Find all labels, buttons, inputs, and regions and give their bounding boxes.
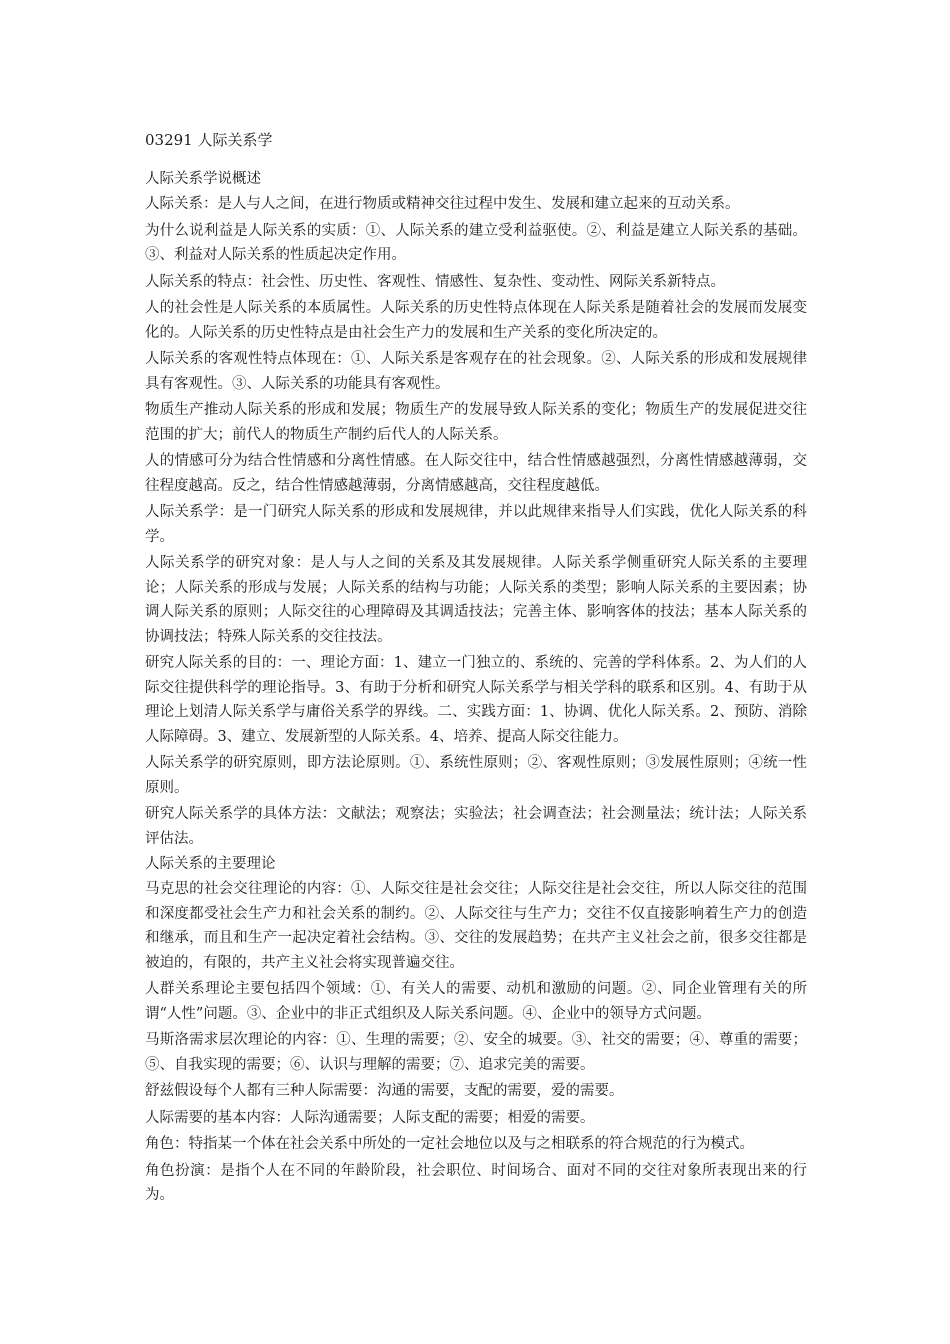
paragraph: 角色扮演：是指个人在不同的年龄阶段，社会职位、时间场合、面对不同的交往对象所表现出来的行为。 [145,1162,807,1203]
paragraph: 角色：特指某一个体在社会关系中所处的一定社会地位以及与之相联系的符合规范的行为模式。 [145,1136,754,1152]
paragraph: 研究人际关系的目的：一、理论方面：1、建立一门独立的、系统的、完善的学科体系。2、为人们的人际交往提供科学的理论指导。3、有助于分析和研究人际关系学与相关学科的联系和区别。4、有助于从理论上划清人际关系学与庸俗关系学的界线。二、实践方面：1、协调、优化人际关系。2、预防、消除人际障碍。3、建立、发展新型的人际关系。4、培养、提高人际交往能力。 [145,655,807,745]
paragraph: 人际关系：是人与人之间，在进行物质或精神交往过程中发生、发展和建立起来的互动关系。 [145,196,740,212]
section-heading: 人际关系的主要理论 [145,856,276,872]
paragraph: 舒兹假设每个人都有三种人际需要：沟通的需要，支配的需要，爱的需要。 [145,1083,624,1099]
paragraph: 人际关系的特点：社会性、历史性、客观性、情感性、复杂性、变动性、网际关系新特点。 [145,273,725,290]
paragraph: 研究人际关系学的具体方法：文献法；观察法；实验法；社会调查法；社会测量法；统计法；人际关系评估法。 [145,806,807,847]
paragraph: 马克思的社会交往理论的内容：①、人际交往是社会交往；人际交往是社会交往，所以人际交往的范围和深度都受社会生产力和社会关系的制约。②、人际交往与生产力；交往不仅直接影响着生产力的创造和继承，而且和生产一起决定着社会结构。③、交往的发展趋势；在共产主义社会之前，很多交往都是被迫的，有限的，共产主义社会将实现普遍交往。 [145,881,807,971]
paragraph: 为什么说利益是人际关系的实质：①、人际关系的建立受利益驱使。②、利益是建立人际关系的基础。③、利益对人际关系的性质起决定作用。 [145,222,807,263]
document-body [145,168,807,1208]
paragraph: 马斯洛需求层次理论的内容：①、生理的需要；②、安全的城要。③、社交的需要；④、尊重的需要；⑤、自我实现的需要；⑥、认识与理解的需要；⑦、追求完美的需要。 [145,1032,807,1073]
paragraph: 人际关系的客观性特点体现在：①、人际关系是客观存在的社会现象。②、人际关系的形成和发展规律具有客观性。③、人际关系的功能具有客观性。 [145,351,807,392]
paragraph: 人群关系理论主要包括四个领域：①、有关人的需要、动机和激励的问题。②、同企业管理有关的所谓“人性”问题。③、企业中的非正式组织及人际关系问题。④、企业中的领导方式问题。 [145,981,807,1022]
section-heading: 人际关系学说概述 [145,171,261,187]
paragraph: 人际关系学的研究原则，即方法论原则。①、系统性原则；②、客观性原则；③发展性原则；④统一性原则。 [145,755,807,796]
paragraph: 人际需要的基本内容：人际沟通需要；人际支配的需要；相爱的需要。 [145,1109,595,1126]
paragraph: 人的情感可分为结合性情感和分离性情感。在人际交往中，结合性情感越强烈，分离性情感越薄弱，交往程度越高。反之，结合性情感越薄弱，分离情感越高，交往程度越低。 [145,453,807,494]
paragraph: 人际关系学的研究对象：是人与人之间的关系及其发展规律。人际关系学侧重研究人际关系的主要理论；人际关系的形成与发展；人际关系的结构与功能；人际关系的类型；影响人际关系的主要因素；协调人际关系的原则；人际交往的心理障碍及其调适技法；完善主体、影响客体的技法；基本人际关系的协调技法；特殊人际关系的交往技法。 [145,555,807,645]
paragraph: 人际关系学：是一门研究人际关系的形成和发展规律，并以此规律来指导人们实践，优化人际关系的科学。 [145,504,807,545]
document-page [145,128,807,1210]
paragraph: 物质生产推动人际关系的形成和发展；物质生产的发展导致人际关系的变化；物质生产的发展促进交往范围的扩大；前代人的物质生产制约后代人的人际关系。 [145,402,807,443]
paragraph: 人的社会性是人际关系的本质属性。人际关系的历史性特点体现在人际关系是随着社会的发展而发展变化的。人际关系的历史性特点是由社会生产力的发展和生产关系的变化所决定的。 [145,300,807,341]
document-title: 03291 人际关系学 [145,131,273,149]
